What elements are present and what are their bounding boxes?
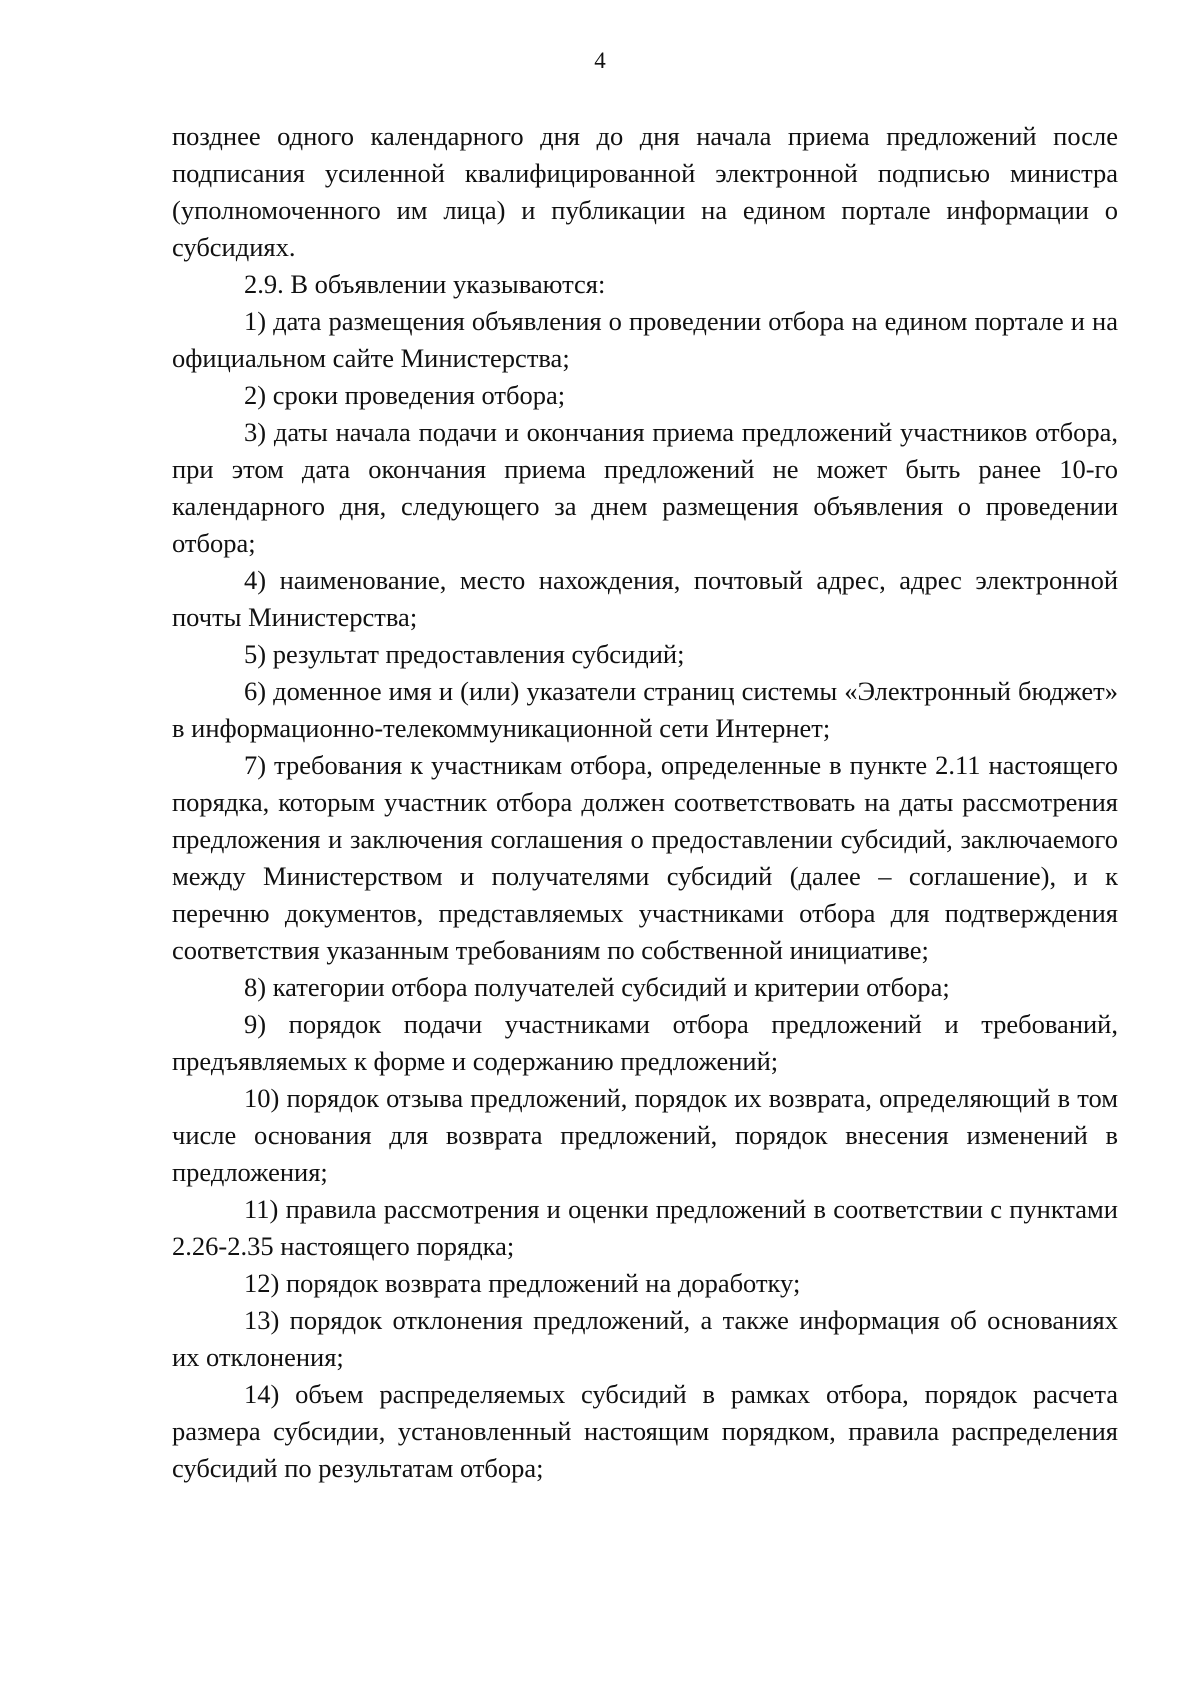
list-item-13: 13) порядок отклонения предложений, а также информация об основаниях их отклонения; bbox=[172, 1305, 1118, 1372]
list-item-9: 9) порядок подачи участниками отбора предложений и требований, предъявляемых к форме и содержанию предложений; bbox=[172, 1009, 1118, 1076]
list-item-10: 10) порядок отзыва предложений, порядок их возврата, определяющий в том числе основания для возврата предложений, порядок внесения изменений в предложения; bbox=[172, 1083, 1118, 1187]
list-item-6: 6) доменное имя и (или) указатели страниц системы «Электронный бюджет» в информационно-телекоммуникационной сети Интернет; bbox=[172, 676, 1118, 743]
list-item-4: 4) наименование, место нахождения, почтовый адрес, адрес электронной почты Министерства; bbox=[172, 565, 1118, 632]
page-number: 4 bbox=[594, 48, 606, 73]
list-item-5: 5) результат предоставления субсидий; bbox=[244, 639, 685, 669]
list-item-14: 14) объем распределяемых субсидий в рамках отбора, порядок расчета размера субсидии, установленный настоящим порядком, правила распределения субсидий по результатам отбора; bbox=[172, 1379, 1118, 1483]
list-item-8: 8) категории отбора получателей субсидий и критерии отбора; bbox=[244, 972, 950, 1002]
list-item-12: 12) порядок возврата предложений на доработку; bbox=[244, 1268, 801, 1298]
list-item-3: 3) даты начала подачи и окончания приема предложений участников отбора, при этом дата окончания приема предложений не может быть ранее 10-го календарного дня, следующего за днем размещения объявления о проведении отбора; bbox=[172, 417, 1118, 558]
paragraph-continuation: позднее одного календарного дня до дня начала приема предложений после подписания усиленной квалифицированной электронной подписью министра (уполномоченного им лица) и публикации на едином портале информации о субсидиях. bbox=[172, 121, 1118, 262]
list-item-11: 11) правила рассмотрения и оценки предложений в соответствии с пунктами 2.26-2.35 настоящего порядка; bbox=[172, 1194, 1118, 1261]
list-item-2: 2) сроки проведения отбора; bbox=[244, 380, 566, 410]
list-item-7: 7) требования к участникам отбора, определенные в пункте 2.11 настоящего порядка, которым участник отбора должен соответствовать на даты рассмотрения предложения и заключения соглашения о предоставлении субсидий, заключаемого между Министерством и получателями субсидий (далее – соглашение), и к перечню документов, представляемых участниками отбора для подтверждения соответствия указанным требованиям по собственной инициативе; bbox=[172, 750, 1118, 965]
list-item-1: 1) дата размещения объявления о проведении отбора на едином портале и на официальном сайте Министерства; bbox=[172, 306, 1118, 373]
document-body bbox=[172, 118, 1118, 1487]
paragraph-section-2-9: 2.9. В объявлении указываются: bbox=[244, 269, 606, 299]
